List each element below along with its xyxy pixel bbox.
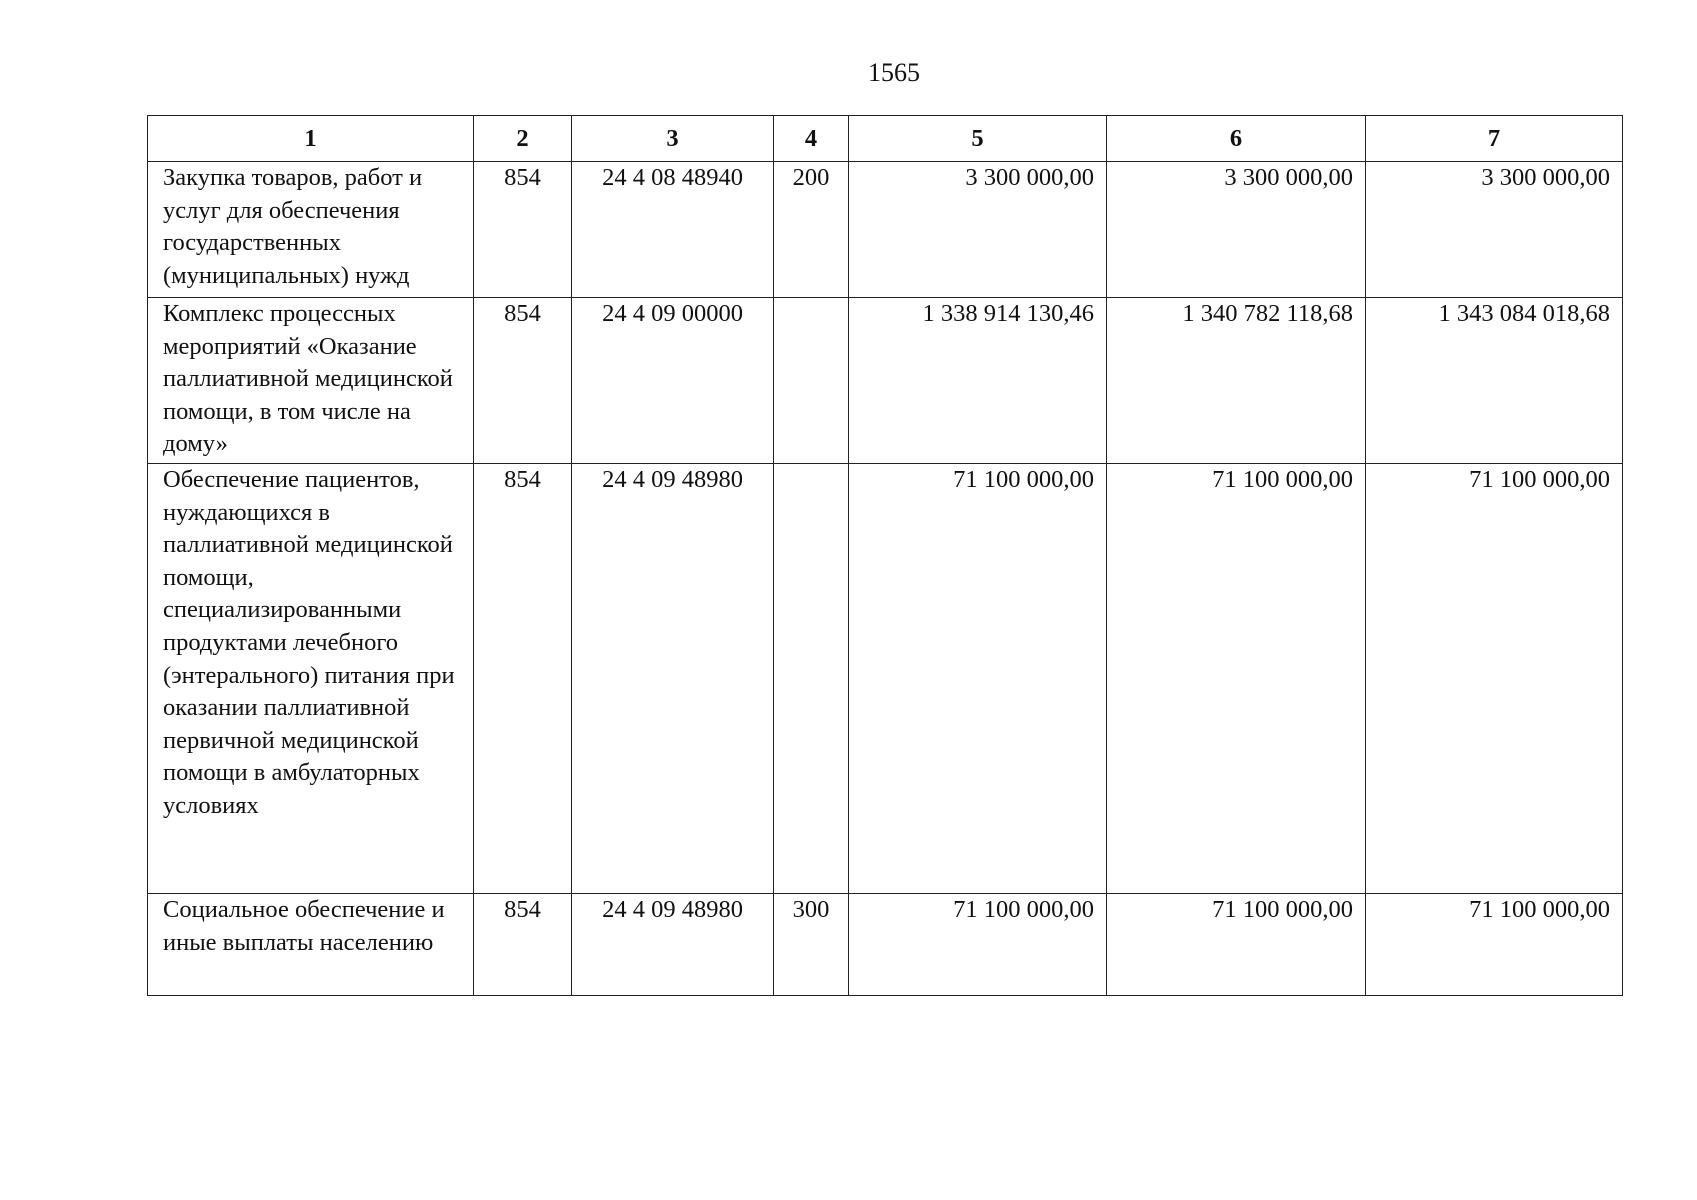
sum-year3-cell: 71 100 000,00 [1366, 464, 1623, 894]
sum-year3-cell: 71 100 000,00 [1366, 894, 1623, 996]
row-name-cell: Комплекс процессных мероприятий «Оказание паллиативной медицинской помощи, в том числе на дому» [148, 298, 474, 464]
grbs-cell: 854 [474, 464, 572, 894]
sum-year1-cell: 3 300 000,00 [849, 162, 1107, 298]
page-number: 1565 [868, 58, 920, 87]
column-header: 2 [474, 116, 572, 162]
csr-cell: 24 4 09 00000 [572, 298, 774, 464]
row-name-cell: Социальное обеспечение и иные выплаты населению [148, 894, 474, 996]
table-row [148, 894, 1623, 996]
sum-year1-cell: 71 100 000,00 [849, 894, 1107, 996]
grbs-cell: 854 [474, 298, 572, 464]
table-row [148, 464, 1623, 894]
grbs-cell: 854 [474, 894, 572, 996]
sum-year2-cell: 71 100 000,00 [1107, 464, 1366, 894]
column-header: 1 [148, 116, 474, 162]
sum-year3-cell: 3 300 000,00 [1366, 162, 1623, 298]
vr-cell [774, 298, 849, 464]
vr-cell [774, 464, 849, 894]
vr-cell: 300 [774, 894, 849, 996]
column-header: 5 [849, 116, 1107, 162]
column-header: 4 [774, 116, 849, 162]
sum-year3-cell: 1 343 084 018,68 [1366, 298, 1623, 464]
sum-year1-cell: 1 338 914 130,46 [849, 298, 1107, 464]
row-name-cell: Обеспечение пациентов, нуждающихся в паллиативной медицинской помощи, специализированными продуктами лечебного (энтерального) питания при оказании паллиативной первичной медицинской помощи в амбулаторных условиях [148, 464, 474, 894]
sum-year2-cell: 3 300 000,00 [1107, 162, 1366, 298]
column-header: 6 [1107, 116, 1366, 162]
sum-year2-cell: 1 340 782 118,68 [1107, 298, 1366, 464]
column-header: 7 [1366, 116, 1623, 162]
table-row [148, 298, 1623, 464]
csr-cell: 24 4 09 48980 [572, 464, 774, 894]
column-header: 3 [572, 116, 774, 162]
csr-cell: 24 4 09 48980 [572, 894, 774, 996]
vr-cell: 200 [774, 162, 849, 298]
csr-cell: 24 4 08 48940 [572, 162, 774, 298]
row-name-cell: Закупка товаров, работ и услуг для обеспечения государственных (муниципальных) нужд [148, 162, 474, 298]
table-header-row [148, 116, 1623, 162]
sum-year1-cell: 71 100 000,00 [849, 464, 1107, 894]
sum-year2-cell: 71 100 000,00 [1107, 894, 1366, 996]
table-row [148, 162, 1623, 298]
budget-table [147, 115, 1623, 996]
grbs-cell: 854 [474, 162, 572, 298]
